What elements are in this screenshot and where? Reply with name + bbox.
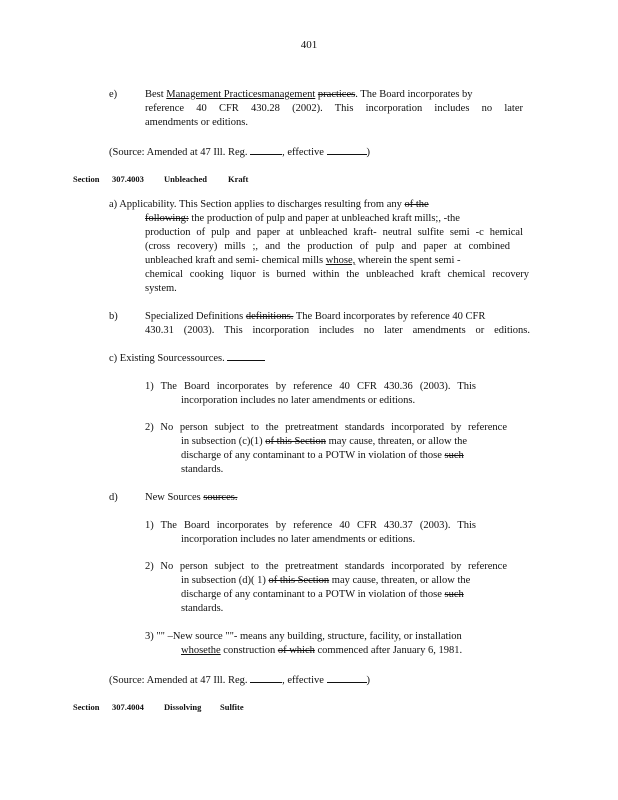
source-note-lead: (Source: Amended at 47 Ill. Reg. xyxy=(109,675,248,686)
item-c2-text-b: may cause, threaten, or allow the xyxy=(325,436,468,447)
blank-line xyxy=(227,352,265,361)
item-a-line-7: system. xyxy=(145,283,177,294)
item-a-strike: of the xyxy=(404,199,429,210)
source-note-end: ) xyxy=(366,675,371,686)
item-d2-line-1: 2) No person subject to the pretreatment standards incorporated by reference xyxy=(145,561,507,572)
item-e-line-3: amendments or editions. xyxy=(145,117,248,128)
item-c2-text: in subsection (c)(1) xyxy=(181,436,263,447)
item-c2-line-3 xyxy=(181,449,464,463)
section-title-word-1: Dissolving xyxy=(164,702,202,712)
item-d3-label: 3) "" xyxy=(145,631,165,642)
item-d3-text-2b: commenced after January 6, 1981. xyxy=(314,645,463,656)
section-number: 307.4004 xyxy=(112,702,144,712)
source-note-mid: , effective xyxy=(282,675,324,686)
item-e-underline: Management Practicesmanagement xyxy=(166,89,316,100)
item-a-line-5 xyxy=(145,254,461,268)
blank-line xyxy=(250,144,282,155)
item-c-heading-text: c) Existing Sourcessources. xyxy=(109,353,225,364)
item-c2-line-1: 2) No person subject to the pretreatment standards incorporated by reference xyxy=(145,422,507,433)
item-c2-line-2 xyxy=(181,435,467,449)
item-d3-underline: whosethe xyxy=(181,645,221,656)
item-b-text: Specialized Definitions xyxy=(145,311,244,322)
item-b-line-1 xyxy=(145,310,485,324)
item-a-line-4: (cross recovery) mills ;, and the production of pulp and paper at combined xyxy=(145,241,510,252)
section-title-word-2: Kraft xyxy=(228,174,249,184)
item-c2-strike-3: such xyxy=(444,450,464,461)
item-a-text-5b: wherein the spent semi - xyxy=(357,255,461,266)
item-c2-line-4: standards. xyxy=(181,464,224,475)
item-d2-text: in subsection (d)( 1) xyxy=(181,575,266,586)
item-d-label: d) xyxy=(109,492,118,503)
blank-line xyxy=(327,144,367,155)
page-number: 401 xyxy=(300,39,318,51)
item-a-text-5: unbleached kraft and semi- chemical mills xyxy=(145,255,324,266)
section-title-word-2: Sulfite xyxy=(220,702,244,712)
source-note-2 xyxy=(109,672,370,688)
item-d3-line-1 xyxy=(145,630,462,644)
item-a-strike-2: following: xyxy=(145,213,189,224)
item-c2-text-3: discharge of any contaminant to a POTW in violation of those xyxy=(181,450,442,461)
item-c2-strike: of this Section xyxy=(265,436,326,447)
source-note-end: ) xyxy=(366,147,371,158)
item-d3-line-2 xyxy=(181,644,462,658)
item-d3-text-2: construction xyxy=(220,645,278,656)
source-note-mid: , effective xyxy=(282,147,324,158)
item-a-text-2: the production of pulp and paper at unbleached kraft mills;, -the xyxy=(188,213,460,224)
item-e-line-2: reference 40 CFR 430.28 (2002). This incorporation includes no later xyxy=(145,103,523,114)
item-b-label: b) xyxy=(109,311,118,322)
blank-line xyxy=(250,672,282,683)
item-d2-text-b: may cause, threaten, or allow the xyxy=(329,575,471,586)
item-e-label: e) xyxy=(109,89,118,100)
item-d-heading xyxy=(145,491,237,505)
item-d3-strike: of which xyxy=(277,645,315,656)
item-d1-line-2: incorporation includes no later amendments or editions. xyxy=(181,534,416,545)
item-d1-line-1: 1) The Board incorporates by reference 40 CFR 430.37 (2003). This xyxy=(145,520,476,531)
item-e-strike: practices xyxy=(317,89,356,100)
item-d2-line-3 xyxy=(181,588,464,602)
item-e-text-b: . The Board incorporates by xyxy=(355,89,473,100)
source-note-lead: (Source: Amended at 47 Ill. Reg. xyxy=(109,147,248,158)
item-d2-line-4: standards. xyxy=(181,603,224,614)
item-d-heading-text: New Sources xyxy=(145,492,201,503)
item-a-line-6: chemical cooking liquor is burned within the unbleached kraft chemical recovery xyxy=(145,269,529,280)
item-a-line-2 xyxy=(145,212,460,226)
section-label: Section xyxy=(73,702,100,712)
item-c1-line-2: incorporation includes no later amendments or editions. xyxy=(181,395,416,406)
blank-line xyxy=(327,672,367,683)
item-d2-text-3: discharge of any contaminant to a POTW in violation of those xyxy=(181,589,442,600)
section-label: Section xyxy=(73,174,100,184)
source-note-1 xyxy=(109,144,370,160)
item-b-line-2: 430.31 (2003). This incorporation includes no later amendments or editions. xyxy=(145,325,530,336)
item-d3-text: –New source ""- means any building, structure, facility, or installation xyxy=(167,631,462,642)
item-d2-line-2 xyxy=(181,574,470,588)
item-c-heading xyxy=(109,352,265,366)
item-a-text: a) Applicability. This Section applies to discharges resulting from any xyxy=(109,199,402,210)
item-d-heading-strike: sources. xyxy=(203,492,238,503)
item-d2-strike-3: such xyxy=(444,589,464,600)
item-e-line-1 xyxy=(145,88,473,102)
item-a-underline: whose, xyxy=(325,255,356,266)
section-number: 307.4003 xyxy=(112,174,144,184)
item-c1-line-1: 1) The Board incorporates by reference 40 CFR 430.36 (2003). This xyxy=(145,381,476,392)
item-a-line-3: production of pulp and paper at unbleached kraft- neutral sulfite semi -c hemical xyxy=(145,227,523,238)
item-b-strike: definitions. xyxy=(245,311,294,322)
item-e-text: Best xyxy=(145,89,164,100)
section-title-word-1: Unbleached xyxy=(164,174,207,184)
item-b-text-b: The Board incorporates by reference 40 CFR xyxy=(293,311,486,322)
item-d2-strike: of this Section xyxy=(268,575,330,586)
item-a-line-1 xyxy=(109,198,429,212)
